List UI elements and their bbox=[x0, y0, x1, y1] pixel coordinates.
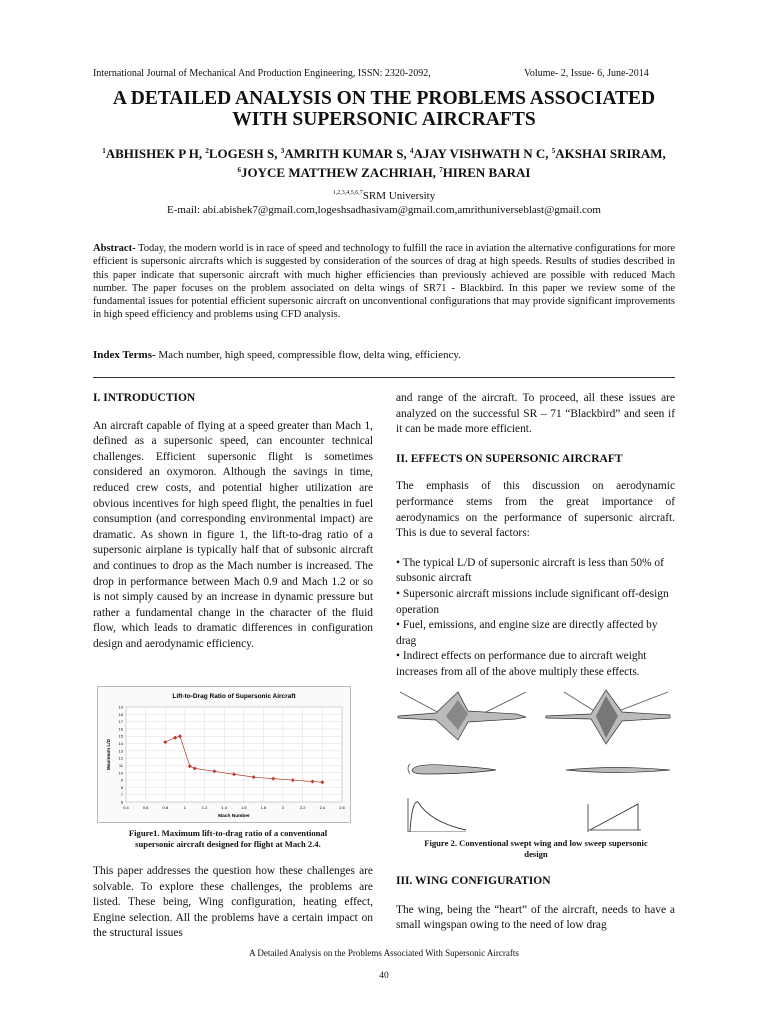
supersonic-pressure-plot bbox=[588, 804, 641, 832]
figure-2 bbox=[396, 682, 676, 832]
left-column-top bbox=[93, 391, 373, 653]
plot-area bbox=[126, 707, 342, 802]
index-terms bbox=[93, 349, 675, 361]
figure-2-caption-line-1: Figure 2. Conventional swept wing and low sweep supersonic bbox=[424, 838, 648, 848]
y-axis-label: Maximum L/D bbox=[107, 738, 112, 771]
swept-wing-planform bbox=[398, 692, 526, 740]
volume-info: Volume- 2, Issue- 6, June-2014 bbox=[524, 68, 649, 79]
figure-1-caption-line-1: Figure1. Maximum lift-to-drag ratio of a conventional bbox=[128, 828, 328, 838]
author: $^2$LOGESH S, bbox=[205, 146, 281, 161]
abstract-label: Abstract- bbox=[93, 243, 136, 254]
x-tick-label: 2 bbox=[281, 805, 285, 810]
abstract bbox=[93, 242, 675, 322]
email-line: E-mail: abi.abishek7@gmail.com,logeshsadhasivam@gmail.com,amrithuniverseblast@gmail.com bbox=[167, 204, 601, 216]
author-line-1 bbox=[60, 143, 708, 162]
x-tick-label: 2.4 bbox=[319, 805, 326, 810]
bullet-item: • Fuel, emissions, and engine size are directly affected by drag bbox=[396, 619, 658, 647]
x-tick-label: 0.4 bbox=[123, 805, 129, 810]
figure-1-frame bbox=[97, 686, 351, 823]
university: $^{1,2,3,4,5,6,7}$SRM University bbox=[332, 190, 436, 202]
intro-paragraph-1: An aircraft capable of flying at a speed greater than Mach 1, defined as a supersonic speed, can encounter technical challenges. Efficient supersonic flight is sometimes considered an oxymoron. Although the savings in time, reduced crew costs, and potential higher utilization are obvious incentives for high speed flight, the penalties in fuel consumption (and corresponding environmental impact) are dramatic. As shown in figure 1, the lift-to-drag ratio of a supersonic airplane is typically half that of subsonic aircraft and continues to drop as the Mach number is increased. The drop in performance between Mach 0.9 and Mach 1.2 or so is not simply caused by an increase in dynamic pressure but rather a fundamental change in the character of the fluid flow, which leads to dramatic differences in configuration design and aerodynamic efficiency. bbox=[93, 419, 373, 650]
y-tick-label: 7 bbox=[120, 792, 123, 798]
effects-paragraph-1: The emphasis of this discussion on aerodynamic performance stems from the great importance of aerodynamics on the performance of supersonic aircraft. This is due to several factors: bbox=[396, 480, 675, 540]
author-line-2 bbox=[60, 162, 708, 181]
x-tick-label: 1 bbox=[183, 805, 187, 810]
figure-1-caption bbox=[93, 828, 363, 850]
right-paragraph-1: and range of the aircraft. To proceed, all these issues are analyzed on the successful SR – 71 “Blackbird” and seen if it can be made more efficient. bbox=[396, 392, 675, 436]
bullet-item: • Indirect effects on performance due to aircraft weight increases from all of the above multiply these effects. bbox=[396, 650, 647, 678]
figure-2-caption-line-2: design bbox=[524, 849, 548, 859]
x-tick-label: 2.2 bbox=[299, 805, 306, 810]
author: $^5$AKSHAI SRIRAM, bbox=[551, 146, 666, 161]
y-tick-label: 18 bbox=[118, 711, 123, 717]
section-heading-introduction: I. INTRODUCTION bbox=[93, 392, 196, 404]
author-list bbox=[60, 143, 708, 181]
y-tick-label: 6 bbox=[120, 799, 123, 805]
author: $^4$AJAY VISHWATH N C, bbox=[409, 146, 552, 161]
affiliation bbox=[60, 186, 708, 217]
section-heading-effects: II. EFFECTS ON SUPERSONIC AIRCRAFT bbox=[396, 452, 623, 465]
right-column-top bbox=[396, 391, 675, 681]
y-tick-label: 17 bbox=[118, 719, 123, 725]
intro-paragraph-2: This paper addresses the question how these challenges are solvable. To explore these challenges, the problems are listed. These being, Wing configuration, heating effect, Engine selection. All the problems have a certain impact on the structural issues bbox=[93, 865, 373, 940]
low-sweep-planform bbox=[546, 690, 670, 744]
section-heading-wing-configuration: III. WING CONFIGURATION bbox=[396, 875, 551, 887]
y-tick-label: 16 bbox=[118, 726, 123, 732]
x-tick-label: 2.6 bbox=[339, 805, 345, 810]
subsonic-pressure-plot bbox=[408, 798, 466, 832]
y-tick-label: 11 bbox=[118, 762, 123, 768]
y-tick-label: 13 bbox=[118, 748, 123, 754]
subsonic-airfoil bbox=[408, 764, 496, 774]
title-line-2: WITH SUPERSONIC AIRCRAFTS bbox=[232, 109, 536, 130]
bullet-item: • The typical L/D of supersonic aircraft is less than 50% of subsonic aircraft bbox=[396, 556, 664, 585]
bullet-item: • Supersonic aircraft missions include significant off-design operation bbox=[396, 587, 669, 616]
author: $^1$ABHISHEK P H, bbox=[102, 146, 206, 161]
y-tick-label: 15 bbox=[118, 733, 123, 739]
running-footer: A Detailed Analysis on the Problems Associated With Supersonic Aircrafts bbox=[249, 948, 519, 958]
right-column-bottom bbox=[396, 874, 675, 934]
title-line-1: A DETAILED ANALYSIS ON THE PROBLEMS ASSOCIATED bbox=[112, 88, 656, 109]
figure-2-drawing bbox=[396, 682, 676, 832]
index-terms-text: Mach number, high speed, compressible flow, delta wing, efficiency. bbox=[155, 349, 461, 361]
author: $^6$JOYCE MATTHEW ZACHRIAH, bbox=[237, 165, 440, 180]
y-tick-label: 9 bbox=[120, 777, 123, 783]
x-tick-label: 1.4 bbox=[221, 805, 227, 810]
y-tick-label: 10 bbox=[118, 770, 123, 776]
figure-1-caption-line-2: supersonic aircraft designed for flight at Mach 2.4. bbox=[135, 839, 321, 849]
author: $^7$HIREN BARAI bbox=[439, 165, 531, 180]
author: $^3$AMRITH KUMAR S, bbox=[280, 146, 410, 161]
x-tick-label: 0.6 bbox=[142, 805, 149, 810]
journal-header: International Journal of Mechanical And Production Engineering, ISSN: 2320-2092, bbox=[93, 68, 431, 79]
supersonic-airfoil bbox=[566, 768, 670, 773]
y-tick-label: 14 bbox=[118, 741, 123, 747]
chart-title: Lift-to-Drag Ratio of Supersonic Aircraft bbox=[172, 693, 296, 700]
y-tick-label: 12 bbox=[118, 755, 123, 761]
x-axis-label: Mach Number bbox=[218, 814, 250, 819]
x-tick-label: 0.8 bbox=[162, 805, 169, 810]
y-tick-label: 19 bbox=[118, 704, 123, 710]
wing-paragraph-1: The wing, being the “heart” of the aircraft, needs to have a small wingspan owing to the need of low drag bbox=[396, 903, 675, 932]
paper-title bbox=[60, 88, 708, 130]
figure-1-chart bbox=[98, 687, 350, 822]
x-tick-label: 1.6 bbox=[241, 805, 247, 810]
left-column-bottom bbox=[93, 864, 373, 942]
figure-2-caption bbox=[396, 838, 676, 860]
x-tick-label: 1.8 bbox=[260, 805, 267, 810]
page-number: 40 bbox=[379, 971, 389, 981]
abstract-text: Today, the modern world is in race of speed and technology to fulfill the race in aviation the alternative configurations for more efficient is supersonic aircrafts which is suggested by consideration of the sources of drag at high speeds. Results of studies described in this paper indicate that supersonic aircraft with much higher efficiencies than previously achieved are possible with reduced Mach number. The paper focuses on the problem associated on delta wings of SR71 - Blackbird. In this paper we review some of the fundamental issues for potential efficient supersonic aircraft on unconventional configurations that may provide significant improvements in high speed efficiency and problems using CFD analysis. bbox=[93, 243, 675, 321]
y-tick-label: 8 bbox=[120, 784, 123, 790]
divider bbox=[93, 377, 675, 378]
index-terms-label: Index Terms- bbox=[93, 349, 156, 361]
x-tick-label: 1.2 bbox=[201, 805, 208, 810]
